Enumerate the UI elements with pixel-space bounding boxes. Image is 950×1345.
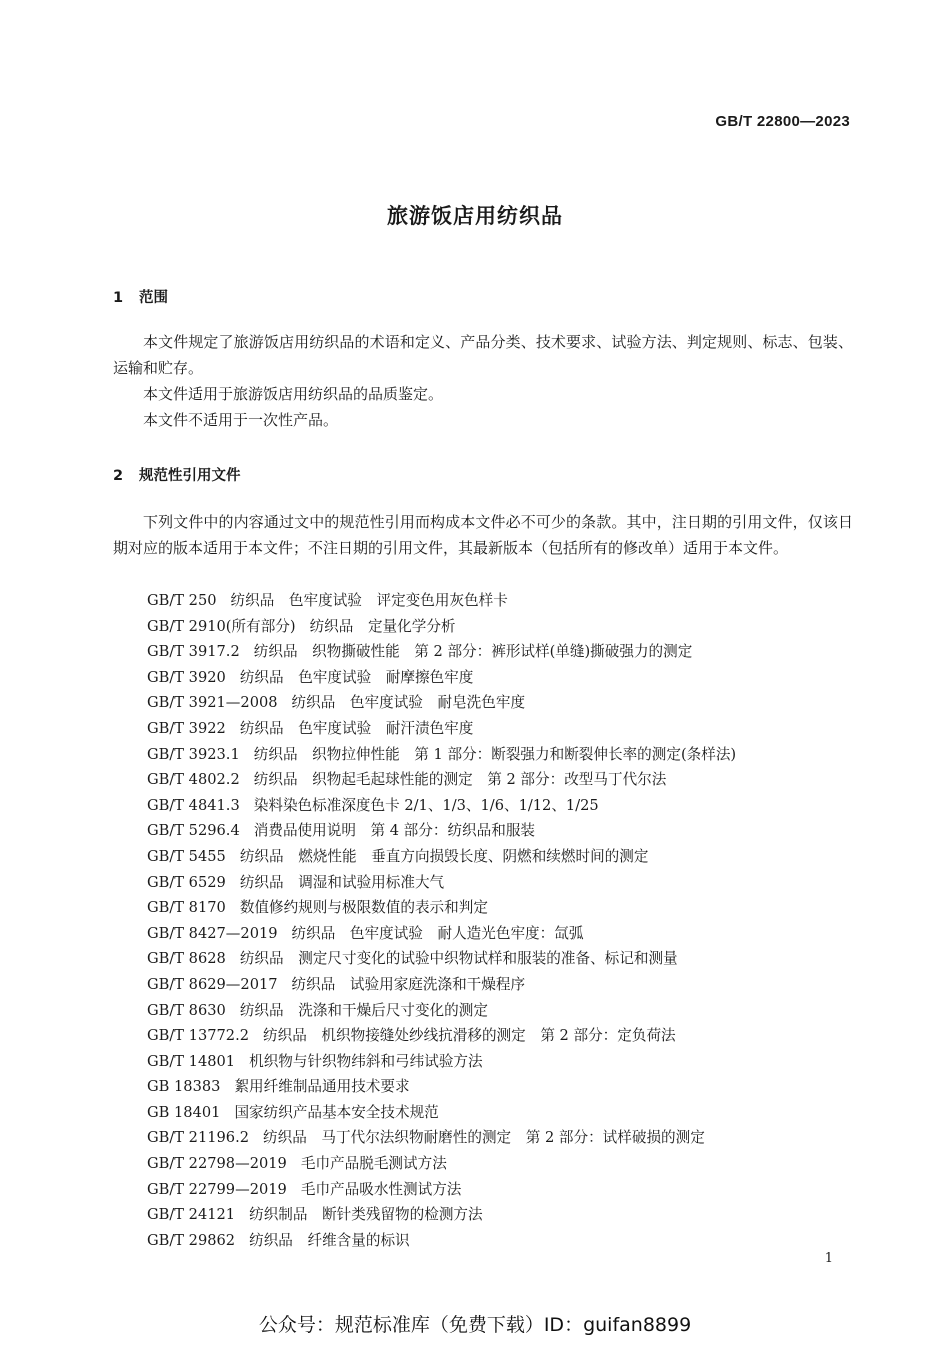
reference-code: GB/T 3917.2	[147, 643, 240, 661]
reference-item	[147, 895, 736, 921]
reference-code: GB/T 21196.2	[147, 1129, 250, 1147]
reference-item	[147, 998, 736, 1024]
reference-item	[147, 1074, 736, 1100]
reference-title: 纺织制品 断针类残留物的检测方法	[249, 1206, 483, 1224]
section-1-heading	[113, 286, 168, 307]
reference-item	[147, 614, 736, 640]
section-number: 2	[113, 468, 124, 484]
reference-title: 毛巾产品吸水性测试方法	[300, 1180, 462, 1198]
reference-item	[147, 716, 736, 742]
reference-code: GB/T 8628	[147, 950, 226, 968]
reference-title: 纺织品 定量化学分析	[309, 617, 456, 635]
page-number: 1	[824, 1251, 833, 1266]
reference-code: GB/T 8427—2019	[147, 924, 278, 942]
section-title: 规范性引用文件	[139, 468, 241, 484]
reference-code: GB/T 5455	[147, 847, 226, 865]
reference-code: GB/T 5296.4	[147, 822, 240, 840]
reference-title: 毛巾产品脱毛测试方法	[300, 1155, 447, 1173]
reference-item	[147, 793, 736, 819]
reference-code: GB/T 3922	[147, 719, 226, 737]
scope-paragraph: 本文件规定了旅游饭店用纺织品的术语和定义、产品分类、技术要求、试验方法、判定规则、标志、包装、运输和贮存。	[113, 333, 853, 377]
reference-title: 纺织品 马丁代尔法织物耐磨性的测定 第 2 部分：试样破损的测定	[263, 1129, 705, 1147]
reference-title: 纺织品 洗涤和干燥后尺寸变化的测定	[239, 1001, 488, 1019]
reference-title: 纺织品 机织物接缝处纱线抗滑移的测定 第 2 部分：定负荷法	[263, 1027, 676, 1045]
reference-item	[147, 767, 736, 793]
reference-code: GB/T 2910(所有部分)	[147, 617, 296, 635]
reference-title: 纺织品 试验用家庭洗涤和干燥程序	[291, 975, 526, 993]
reference-item	[147, 588, 736, 614]
reference-code: GB/T 8170	[147, 899, 226, 917]
section-number: 1	[113, 290, 124, 306]
reference-title: 消费品使用说明 第 4 部分：纺织品和服装	[253, 822, 536, 840]
reference-item	[147, 870, 736, 896]
reference-item	[147, 742, 736, 768]
document-title: 旅游饭店用纺织品	[387, 204, 563, 228]
reference-item	[147, 946, 736, 972]
reference-title: 纺织品 纤维含量的标识	[249, 1231, 410, 1249]
reference-code: GB 18401	[147, 1103, 221, 1121]
reference-item	[147, 1177, 736, 1203]
reference-item	[147, 844, 736, 870]
standard-code: GB/T 22800—2023	[715, 113, 850, 130]
reference-code: GB/T 22798—2019	[147, 1155, 287, 1173]
references-intro: 下列文件中的内容通过文中的规范性引用而构成本文件必不可少的条款。其中，注日期的引用文件，仅该日期对应的版本适用于本文件；不注日期的引用文件，其最新版本（包括所有的修改单）适用于本文件。	[113, 513, 853, 557]
reference-code: GB/T 22799—2019	[147, 1180, 287, 1198]
reference-item	[147, 1023, 736, 1049]
reference-item	[147, 1049, 736, 1075]
reference-code: GB/T 8629—2017	[147, 975, 278, 993]
reference-title: 国家纺织产品基本安全技术规范	[234, 1103, 439, 1121]
reference-code: GB 18383	[147, 1078, 221, 1096]
reference-title: 数值修约规则与极限数值的表示和判定	[239, 899, 488, 917]
scope-applicability: 本文件适用于旅游饭店用纺织品的品质鉴定。	[143, 385, 444, 403]
reference-code: GB/T 3921—2008	[147, 694, 278, 712]
scope-exclusion: 本文件不适用于一次性产品。	[143, 411, 339, 429]
reference-title: 纺织品 色牢度试验 耐汗渍色牢度	[239, 719, 474, 737]
reference-title: 机织物与针织物纬斜和弓纬试验方法	[249, 1052, 483, 1070]
reference-title: 纺织品 测定尺寸变化的试验中织物试样和服装的准备、标记和测量	[239, 950, 678, 968]
reference-code: GB/T 13772.2	[147, 1027, 250, 1045]
reference-item	[147, 921, 736, 947]
reference-code: GB/T 29862	[147, 1231, 236, 1249]
reference-title: 纺织品 织物撕破性能 第 2 部分：裤形试样(单缝)撕破强力的测定	[253, 643, 693, 661]
reference-code: GB/T 6529	[147, 873, 226, 891]
reference-code: GB/T 24121	[147, 1206, 236, 1224]
reference-item	[147, 1202, 736, 1228]
reference-item	[147, 690, 736, 716]
section-2-heading	[113, 464, 241, 485]
reference-title: 纺织品 色牢度试验 耐皂洗色牢度	[291, 694, 526, 712]
reference-title: 纺织品 调湿和试验用标准大气	[239, 873, 445, 891]
reference-title: 絮用纤维制品通用技术要求	[234, 1078, 410, 1096]
reference-code: GB/T 3923.1	[147, 745, 240, 763]
footer-watermark-text: 公众号：规范标准库（免费下载）ID：guifan8899	[258, 1314, 692, 1336]
reference-title: 纺织品 色牢度试验 评定变色用灰色样卡	[230, 592, 508, 609]
reference-code: GB/T 3920	[147, 668, 226, 686]
reference-title: 纺织品 燃烧性能 垂直方向损毁长度、阴燃和续燃时间的测定	[239, 847, 649, 865]
reference-code: GB/T 8630	[147, 1001, 226, 1019]
reference-item	[147, 1125, 736, 1151]
reference-item	[147, 972, 736, 998]
reference-code: GB/T 4841.3	[147, 796, 240, 814]
reference-title: 纺织品 织物拉伸性能 第 1 部分：断裂强力和断裂伸长率的测定(条样法)	[253, 745, 737, 763]
reference-item	[147, 639, 736, 665]
reference-code: GB/T 14801	[147, 1052, 236, 1070]
reference-item	[147, 1228, 736, 1254]
reference-item	[147, 818, 736, 844]
reference-code: GB/T 250	[147, 592, 217, 609]
reference-item	[147, 1100, 736, 1126]
reference-code: GB/T 4802.2	[147, 771, 240, 789]
reference-item	[147, 1151, 736, 1177]
reference-title: 染料染色标准深度色卡 2/1、1/3、1/6、1/12、1/25	[253, 796, 599, 814]
reference-title: 纺织品 织物起毛起球性能的测定 第 2 部分：改型马丁代尔法	[253, 771, 667, 789]
section-title: 范围	[139, 290, 168, 306]
reference-item	[147, 665, 736, 691]
reference-title: 纺织品 色牢度试验 耐摩擦色牢度	[239, 668, 474, 686]
reference-list	[147, 588, 736, 1253]
reference-title: 纺织品 色牢度试验 耐人造光色牢度：氙弧	[291, 924, 584, 942]
